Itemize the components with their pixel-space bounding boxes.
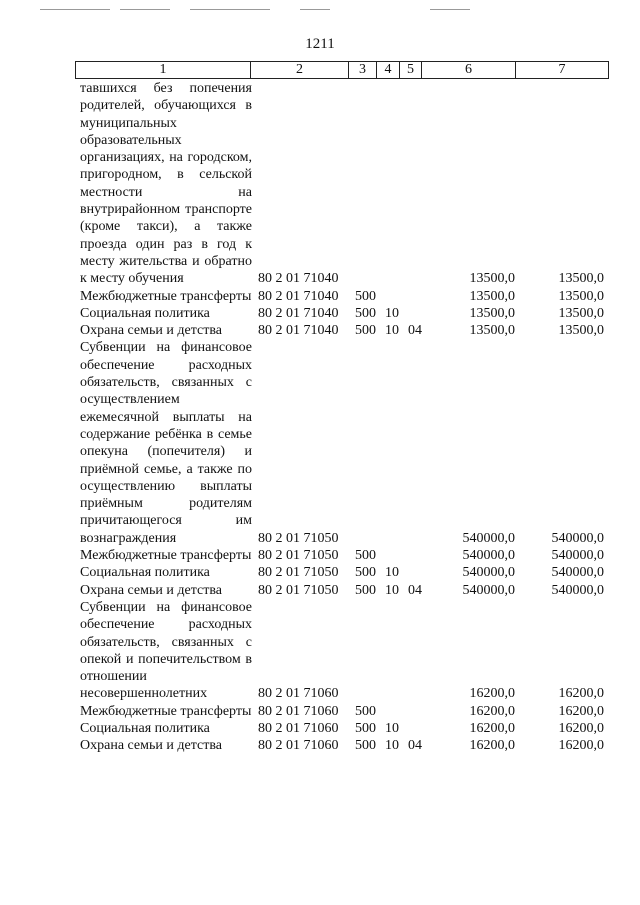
row-code: 80 2 01 71040 [258,305,339,321]
row-description: Охрана семьи и детства [80,738,222,754]
row-col-6: 540000,0 [462,548,515,564]
row-description: Субвенции на финансовое обеспечение расходных обязательств, связанных с осуществлением ежемесячной выплаты на содержание ребёнка в семье опекуна (попечителя) и приёмной семье, а также по осуществлению выплаты приёмным родителям причитающегося им вознаграждения [80,340,252,546]
row-col-6: 540000,0 [462,530,515,546]
row-col-3: 500 [355,703,376,719]
table-body [80,80,610,755]
table-row [80,737,610,754]
header-col-1: 1 [76,62,251,78]
row-col-3: 500 [355,738,376,754]
row-description: Социальная политика [80,565,210,581]
table-row [80,322,610,339]
row-col-4: 10 [385,720,399,736]
row-col-7: 16200,0 [558,720,604,736]
scan-mark [430,9,470,10]
header-col-3: 3 [349,62,377,78]
row-col-7: 13500,0 [558,288,604,304]
row-code: 80 2 01 71050 [258,530,339,546]
row-col-4: 10 [385,305,399,321]
header-col-2: 2 [251,62,349,78]
row-code: 80 2 01 71050 [258,548,339,564]
row-code: 80 2 01 71040 [258,271,339,287]
table-row [80,547,610,564]
row-description: Охрана семьи и детства [80,582,222,598]
row-col-3: 500 [355,548,376,564]
row-col-6: 16200,0 [469,720,515,736]
scan-mark [300,9,330,10]
row-col-7: 540000,0 [551,530,604,546]
row-col-3: 500 [355,305,376,321]
table-row [80,564,610,581]
table-row [80,80,610,288]
row-col-3: 500 [355,720,376,736]
row-col-3: 500 [355,565,376,581]
table-row [80,305,610,322]
row-col-6: 16200,0 [469,738,515,754]
table-row [80,582,610,599]
header-col-7: 7 [558,62,566,77]
table-row [80,599,610,703]
row-code: 80 2 01 71060 [258,686,339,702]
header-col-5: 5 [400,62,422,78]
row-col-6: 16200,0 [469,686,515,702]
row-col-7: 13500,0 [558,271,604,287]
row-code: 80 2 01 71050 [258,565,339,581]
table-row [80,339,610,547]
row-col-6: 16200,0 [469,703,515,719]
scan-mark [190,9,270,10]
header-col-4: 4 [377,62,400,78]
row-col-6: 13500,0 [469,271,515,287]
page-number: 1211 [305,36,335,52]
row-col-7: 16200,0 [558,703,604,719]
row-description: Социальная политика [80,305,210,321]
row-col-7: 540000,0 [551,565,604,581]
row-description: Социальная политика [80,720,210,736]
row-col-5: 04 [408,738,422,754]
row-col-3: 500 [355,288,376,304]
row-description: Межбюджетные трансферты [80,288,252,304]
row-col-7: 16200,0 [558,686,604,702]
row-col-6: 540000,0 [462,582,515,598]
scan-mark [120,9,170,10]
row-code: 80 2 01 71040 [258,288,339,304]
row-col-5: 04 [408,323,422,339]
table-row [80,720,610,737]
row-col-6: 13500,0 [469,305,515,321]
row-col-4: 10 [385,738,399,754]
row-col-4: 10 [385,582,399,598]
table-row [80,703,610,720]
row-col-4: 10 [385,565,399,581]
row-description: тавшихся без попечения родителей, обучающихся в муниципальных образовательных организациях, на городском, пригородном, в сельской местности на внутрирайонном транспорте (кроме такси), а также проезда один раз в год к месту жительства и обратно к месту обучения [80,81,252,287]
row-col-5: 04 [408,582,422,598]
scan-mark [40,9,110,10]
row-col-3: 500 [355,323,376,339]
header-col-6: 6 [422,62,516,78]
row-col-7: 13500,0 [558,323,604,339]
row-code: 80 2 01 71050 [258,582,339,598]
row-code: 80 2 01 71040 [258,323,339,339]
row-code: 80 2 01 71060 [258,703,339,719]
row-description: Межбюджетные трансферты [80,703,252,719]
row-col-7: 16200,0 [558,738,604,754]
row-col-6: 540000,0 [462,565,515,581]
row-col-7: 540000,0 [551,548,604,564]
row-description: Охрана семьи и детства [80,323,222,339]
row-description: Межбюджетные трансферты [80,548,252,564]
table-row [80,288,610,305]
row-col-3: 500 [355,582,376,598]
table-header [75,61,609,79]
row-col-6: 13500,0 [469,288,515,304]
row-code: 80 2 01 71060 [258,738,339,754]
row-col-7: 540000,0 [551,582,604,598]
row-description: Субвенции на финансовое обеспечение расходных обязательств, связанных с опекой и попечительством в отношении несовершеннолетних [80,599,252,702]
row-col-4: 10 [385,323,399,339]
row-col-6: 13500,0 [469,323,515,339]
row-code: 80 2 01 71060 [258,720,339,736]
row-col-7: 13500,0 [558,305,604,321]
